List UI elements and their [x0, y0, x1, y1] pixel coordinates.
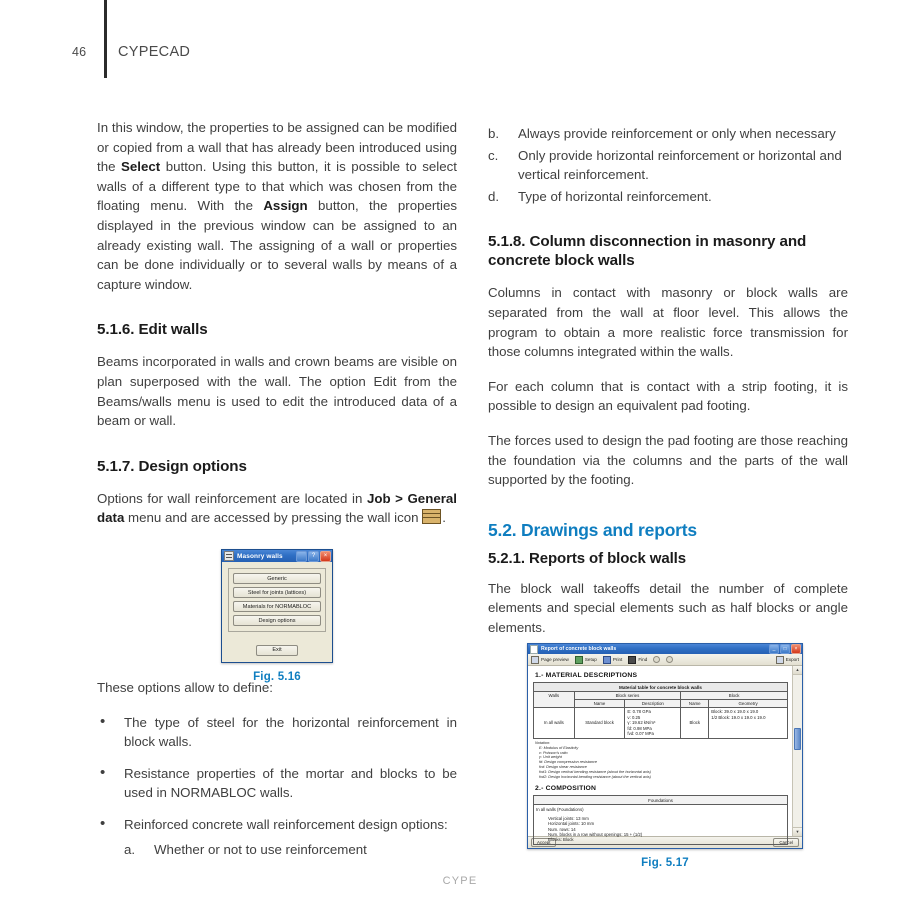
next-page-icon[interactable]: [666, 656, 673, 663]
toolbar-export[interactable]: [776, 656, 799, 664]
report-titlebar-buttons: [769, 644, 801, 654]
composition-section-label: In all walls (Foundations): [536, 807, 584, 813]
previous-page-icon[interactable]: [653, 656, 660, 663]
notation-line: fxd2: Design horizontal bending resistance (about the vertical axis): [539, 774, 651, 779]
intro-text-part-3: button, the properties displayed in the previous window can be assigned to an already existing wall. The assigning of a wall or properties can be done individually or to several walls by means of a capture window.: [97, 198, 457, 292]
assign-button-reference: Assign: [263, 198, 308, 214]
description-line: E: 0.78 GPa: [627, 709, 651, 714]
steel-for-joints-button[interactable]: Steel for joints (lattices): [233, 587, 321, 598]
toolbar-page-preview[interactable]: [531, 656, 569, 664]
composition-table-title: Foundations: [534, 796, 788, 805]
scroll-down-icon[interactable]: ▼: [793, 827, 802, 836]
cancel-button[interactable]: Cancel: [773, 838, 799, 847]
list-item: [124, 840, 457, 860]
column-header-block-series: Block series: [574, 692, 681, 700]
toolbar-page-preview-label: Page preview: [541, 657, 569, 662]
cell-description: [625, 708, 681, 739]
options-intro-paragraph: These options allow to define:: [97, 679, 273, 695]
notation-line: ν: Poisson's ratio: [539, 750, 568, 755]
maximize-icon[interactable]: □: [780, 644, 790, 654]
notation-line: γ: Unit weight: [539, 755, 562, 760]
composition-line: Num. rows: 14: [548, 826, 576, 832]
table-row: [534, 796, 788, 805]
section-heading-5-1-7: 5.1.7. Design options: [97, 457, 247, 475]
column-header-block-name: Name: [681, 700, 709, 708]
design-options-bullet-list: [97, 713, 457, 861]
section-heading-5-2-1: 5.2.1. Reports of block walls: [488, 549, 686, 567]
section-5-2-1-body: The block wall takeoffs detail the number of complete elements and special elements such as half blocks or angle elements.: [488, 580, 848, 635]
page-preview-icon: [531, 656, 539, 664]
print-icon: [603, 656, 611, 664]
dialog-footer: [228, 632, 326, 656]
list-item: [488, 146, 848, 185]
section-5-1-7-body: [97, 489, 457, 528]
toolbar-find-label: Find: [638, 657, 648, 662]
help-button[interactable]: ?: [308, 551, 319, 562]
report-window-title: Report of concrete block walls: [541, 646, 617, 652]
page-number: 46: [72, 45, 87, 59]
list-item: [488, 187, 848, 207]
document-icon: [530, 645, 538, 654]
vertical-scrollbar[interactable]: [792, 666, 802, 836]
close-icon[interactable]: ×: [791, 644, 801, 654]
report-toolbar: [528, 654, 802, 666]
grid-icon: [224, 551, 234, 561]
figure-5-17: [527, 643, 803, 869]
section-5-1-6-body: Beams incorporated in walls and crown beams are visible on plan superposed with the wall. The option Edit from the Beams/walls menu is used to edit the introduced data of a beam or wall.: [97, 354, 457, 429]
section-heading-5-1-8: 5.1.8. Column disconnection in masonry and concrete block walls: [488, 233, 807, 270]
report-heading-2: 2.- COMPOSITION: [535, 785, 597, 793]
table-row: [534, 805, 788, 844]
figure-5-16: [221, 549, 333, 683]
list-item-marker: a.: [124, 842, 136, 858]
column-header-block: Block: [681, 692, 788, 700]
reinforcement-option-sublist: [124, 840, 457, 860]
column-header-description: Description: [625, 700, 681, 708]
section-5-1-7-text-part-1: Options for wall reinforcement are located in: [97, 490, 367, 506]
select-button-reference: Select: [121, 159, 161, 175]
list-item: • The type of steel for the horizontal reinforcement in block walls.: [97, 713, 457, 752]
composition-line: Horizontal joints: 10 mm: [548, 821, 595, 827]
cell-geometry: [709, 708, 788, 739]
page-footer: CYPE: [442, 875, 478, 887]
list-item: • Resistance properties of the mortar and blocks to be used in NORMABLOC walls.: [97, 764, 457, 803]
accept-button[interactable]: Accept: [531, 838, 556, 847]
table-row: [534, 708, 788, 739]
description-line: ν: 0.25: [627, 714, 641, 720]
generic-button[interactable]: Generic: [233, 573, 321, 584]
notation-line: fvd: Design shear resistance: [539, 764, 587, 769]
toolbar-setup-label: Setup: [584, 657, 597, 662]
design-options-button[interactable]: Design options: [233, 615, 321, 626]
list-item: [97, 815, 457, 860]
section-5-1-7-text-part-2: menu and are accessed by pressing the wall icon: [124, 510, 423, 526]
geometry-line: Block: 39.0 x 19.0 x 19.0: [711, 709, 759, 714]
table-row: [534, 692, 788, 700]
context-help-button[interactable]: [296, 551, 307, 562]
list-item-label: Always provide reinforcement or only when necessary: [518, 126, 836, 141]
material-table-title: Material table for concrete block walls: [534, 683, 788, 692]
close-icon[interactable]: ×: [320, 551, 331, 562]
description-line: fd: 0.98 MPa: [627, 725, 652, 731]
notation-block: [535, 740, 788, 779]
notation-line: fd: Design compression resistance: [539, 760, 598, 765]
toolbar-setup[interactable]: [575, 656, 597, 664]
scroll-up-icon[interactable]: ▲: [793, 666, 802, 675]
setup-icon: [575, 656, 583, 664]
toolbar-export-label: Export: [785, 657, 799, 662]
section-5-1-8-paragraph-2: For each column that is contact with a strip footing, it is possible to design an equivalent pad footing.: [488, 378, 848, 414]
report-window-titlebar: [528, 644, 802, 654]
composition-line: Num. blocks in a row without openings: 15 + (1/2): [548, 831, 643, 837]
wall-icon: [422, 509, 441, 524]
column-header-geometry: Geometry: [709, 700, 788, 708]
export-icon: [776, 656, 784, 664]
dialog-button-panel: [228, 568, 326, 632]
dialog-body: [222, 562, 332, 662]
find-icon: [628, 656, 636, 664]
materials-for-normabloc-button[interactable]: Materials for NORMABLOC: [233, 601, 321, 612]
notation-title: Notation:: [535, 740, 551, 745]
toolbar-print-label: Print: [612, 657, 623, 662]
report-heading-1: 1.- MATERIAL DESCRIPTIONS: [535, 672, 638, 679]
notation-line: fxd1: Design vertical bending resistance (about the horizontal axis): [539, 769, 651, 774]
running-head-title: CYPECAD: [118, 44, 191, 60]
dialog-titlebar: [222, 550, 332, 562]
composition-table: [533, 795, 788, 844]
composition-line: Vertical joints: 13 mm: [548, 815, 589, 821]
section-heading-5-1-6: 5.1.6. Edit walls: [97, 321, 208, 339]
intro-text-part-1: In this window, the properties to be assigned can be modified or copied from a wall that has already been introduced using the: [97, 120, 457, 175]
list-item-label: Reinforced concrete wall reinforcement design options:: [124, 816, 448, 832]
column-header-series-name: Name: [574, 700, 625, 708]
intro-paragraph: [97, 118, 457, 294]
section-5-1-8-paragraph-1: Columns in contact with masonry or block walls are separated from the wall at floor level. This allows the program to obtain a more realistic force transmission for those columns integrated within the walls.: [488, 285, 848, 360]
list-item: [488, 124, 848, 144]
minimize-icon[interactable]: _: [769, 644, 779, 654]
reinforcement-option-list-continued: [488, 124, 848, 206]
column-header-walls: Walls: [534, 692, 575, 708]
list-item-marker: c.: [488, 147, 499, 163]
right-column: [488, 118, 848, 653]
composition-line: Blocks: Block: [548, 837, 574, 843]
list-item-label: Type of horizontal reinforcement.: [518, 188, 712, 204]
figure-caption: Fig. 5.17: [641, 857, 689, 869]
notation-line: E: Modulus of Elasticity: [539, 745, 579, 750]
report-window: [527, 643, 803, 849]
geometry-line: 1/2 Block: 19.0 x 19.0 x 19.0: [711, 714, 766, 720]
intro-text-part-2: button. Using this button, it is possible to select walls of a different type to that which was chosen from the floating menu. With the: [97, 159, 457, 214]
description-line: fvd: 0.07 MPa: [627, 731, 654, 737]
scrollbar-thumb[interactable]: [794, 728, 801, 750]
masonry-walls-dialog: [221, 549, 333, 663]
figure-caption: Fig. 5.16: [253, 671, 301, 683]
description-line: γ: 19.62 kN/m³: [627, 720, 656, 726]
dialog-title: Masonry walls: [237, 552, 283, 560]
toolbar-print[interactable]: [603, 656, 622, 664]
composition-cell: [534, 805, 788, 844]
list-item-marker: b.: [488, 126, 500, 141]
section-heading-5-2: 5.2. Drawings and reports: [488, 519, 697, 540]
list-item-marker: d.: [488, 188, 500, 204]
section-5-1-8-paragraph-3: The forces used to design the pad footing are those reaching the foundation via the columns and the parts of the wall supported by the footing.: [488, 432, 848, 488]
toolbar-find[interactable]: [628, 656, 647, 664]
table-row: [534, 683, 788, 692]
cell-walls: In all walls: [534, 708, 575, 739]
left-column: [97, 118, 457, 872]
header-divider-rule: [104, 0, 107, 78]
material-table: [533, 682, 788, 739]
cell-series-name: Standard block: [574, 708, 625, 739]
section-5-1-7-text-part-3: .: [442, 510, 446, 526]
list-item-label: Only provide horizontal reinforcement or horizontal and vertical reinforcement.: [518, 147, 842, 183]
cell-block-name: Block: [681, 708, 709, 739]
titlebar-buttons: [296, 551, 331, 562]
list-item-label: Whether or not to use reinforcement: [154, 842, 367, 858]
exit-button[interactable]: Exit: [256, 645, 298, 656]
job-general-data-menu-reference: Job > General data: [97, 490, 457, 526]
